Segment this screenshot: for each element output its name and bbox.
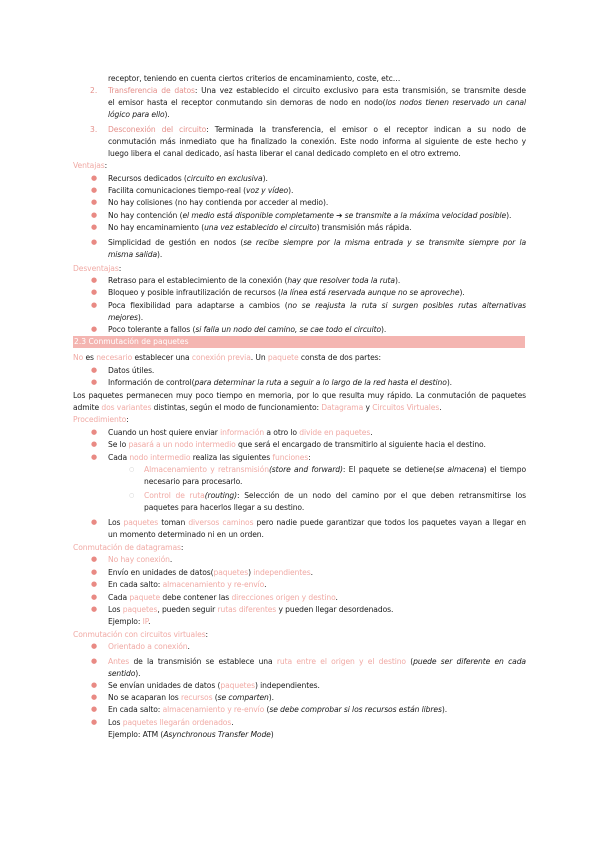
list-item: Cada paquete debe contener las direcciones origen y destino.	[108, 593, 338, 602]
paragraph-line2: admite dos variantes distintas, según el modo de funcionamiento: Datagrama y Circuitos Virtuales.	[73, 403, 442, 412]
bullet-icon: ●	[91, 718, 98, 726]
desventaja-item: Poco tolerante a fallos (si falla un nodo del camino, se cae todo el circuito).	[108, 325, 387, 334]
list-item-2: Transferencia de datos: Una vez establecido el circuito exclusivo para esta transmisión, se transmite desde	[108, 86, 526, 95]
list-item: En cada salto: almacenamiento y re-envío.	[108, 580, 267, 589]
bullet-icon: ●	[91, 238, 98, 246]
sub-list-item: Almacenamiento y retransmisión(store and forward): El paquete se detiene(se almacena) el tiempo	[144, 465, 526, 474]
list-item: Los paquetes toman diversos caminos pero nadie puede garantizar que todos los paquetes vayan a llegar en	[108, 518, 527, 527]
list-item: No se acaparan los recursos (se comparten).	[108, 693, 274, 702]
bullet-icon: ●	[91, 555, 98, 563]
arrow-right-icon: ➔	[336, 211, 343, 220]
bullet-icon: ●	[91, 593, 98, 601]
datagramas-heading: Conmutación de datagramas:	[73, 543, 184, 552]
list-item: Antes de la transmisión se establece una ruta entre el origen y el destino (puede ser diferente en cada	[108, 657, 526, 666]
list-item: En cada salto: almacenamiento y re-envío (se debe comprobar si los recursos están libres).	[108, 705, 448, 714]
bullet-icon: ●	[91, 301, 98, 309]
hollow-bullet-icon: ○	[129, 492, 135, 499]
bullet-icon: ●	[91, 198, 98, 206]
bullet-icon: ●	[91, 174, 98, 182]
example-line: Ejemplo: ATM (Asynchronous Transfer Mode)	[108, 730, 274, 739]
sub-list-item: Control de ruta(routing): Selección de un nodo del camino por el que deben retransmitirse los	[144, 491, 526, 500]
list-item: Cada nodo intermedio realiza las siguientes funciones:	[108, 453, 311, 462]
bullet-icon: ●	[91, 428, 98, 436]
list-item-3: Desconexión del circuito: Terminada la transferencia, el emisor o el receptor indican a su nodo de	[108, 125, 527, 134]
desventajas-heading: Desventajas:	[73, 264, 122, 273]
list-item-3-line2: conmutación más inmediato que ha finalizado la conexión. Este nodo informa al siguiente de este hecho y	[108, 137, 526, 146]
virtuales-heading: Conmutación con circuitos virtuales:	[73, 630, 209, 639]
bullet-icon: ●	[91, 518, 98, 526]
paragraph: No es necesario establecer una conexión previa. Un paquete consta de dos partes:	[73, 353, 381, 362]
desventaja-item-line2: mejores).	[108, 313, 144, 322]
bullet-icon: ●	[91, 211, 98, 219]
bullet-icon: ●	[91, 366, 98, 374]
bullet-icon: ●	[91, 186, 98, 194]
bullet-icon: ●	[91, 288, 98, 296]
example-line: Ejemplo: IP.	[108, 617, 151, 626]
bullet-icon: ●	[91, 642, 98, 650]
procedimiento-heading: Procedimiento:	[73, 415, 129, 424]
list-number-3: 3.	[90, 125, 98, 134]
sub-list-item-line2: paquetes para hacerlos llegar a su destino.	[144, 503, 305, 512]
desventaja-item: Retraso para el establecimiento de la conexión (hay que resolver toda la ruta).	[108, 276, 401, 285]
ventaja-item: Facilita comunicaciones tiempo-real (voz y vídeo).	[108, 186, 294, 195]
ventaja-item: No hay encaminamiento (una vez establecido el circuito) transmisión más rápida.	[108, 223, 412, 232]
bullet-icon: ●	[91, 657, 98, 665]
bullet-icon: ●	[91, 681, 98, 689]
bullet-icon: ●	[91, 440, 98, 448]
list-item: Los paquetes, pueden seguir rutas diferentes y pueden llegar desordenados.	[108, 605, 394, 614]
bullet-icon: ●	[91, 453, 98, 461]
list-item-1-continuation: receptor, teniendo en cuenta ciertos criterios de encaminamiento, coste, etc…	[108, 74, 401, 83]
bullet-icon: ●	[91, 580, 98, 588]
bullet-icon: ●	[91, 378, 98, 386]
desventaja-item: Bloqueo y posible infrautilización de recursos (la línea está reservada aunque no se aproveche).	[108, 288, 465, 297]
bullet-icon: ●	[91, 693, 98, 701]
list-number-2: 2.	[90, 86, 98, 95]
list-item-3-line3: luego libera el canal dedicado, así hasta liberar el canal dedicado completo en el otro extremo.	[108, 149, 461, 158]
desventaja-item: Poca flexibilidad para adaptarse a cambios (no se reajusta la ruta si surgen posibles rutas alternativas	[108, 301, 527, 310]
ventaja-item: No hay contención (el medio está disponible completamente ➔ se transmite a la máxima velocidad posible).	[108, 211, 512, 220]
bullet-icon: ●	[91, 605, 98, 613]
ventaja-item-line2: misma salida).	[108, 250, 163, 259]
list-item: Orientado a conexión.	[108, 642, 190, 651]
list-item-2-line3: lógico para ello).	[108, 110, 170, 119]
list-item: Se lo pasará a un nodo intermedio que será el encargado de transmitirlo al siguiente hacia el destino.	[108, 440, 486, 449]
list-item: Envío en unidades de datos(paquetes) independientes.	[108, 568, 313, 577]
list-item-line2: sentido).	[108, 669, 141, 678]
list-item: Datos útiles.	[108, 366, 155, 375]
bullet-icon: ●	[91, 568, 98, 576]
ventaja-item: Recursos dedicados (circuito en exclusiva).	[108, 174, 268, 183]
sub-list-item-line2: necesario para procesarlo.	[144, 477, 243, 486]
ventaja-item: No hay colisiones (no hay contienda por acceder al medio).	[108, 198, 329, 207]
section-heading-band	[73, 336, 525, 348]
bullet-icon: ●	[91, 705, 98, 713]
list-item-line2: un momento determinado ni en un orden.	[108, 530, 264, 539]
hollow-bullet-icon: ○	[129, 466, 135, 473]
section-heading: 2.3 Conmutación de paquetes	[74, 337, 189, 346]
list-item: Se envían unidades de datos (paquetes) independientes.	[108, 681, 320, 690]
list-item: No hay conexión.	[108, 555, 173, 564]
paragraph: Los paquetes permanecen muy poco tiempo en memoria, por lo que resulta muy rápido. La conmutación de paquetes	[73, 391, 526, 400]
bullet-icon: ●	[91, 325, 98, 333]
list-item: Cuando un host quiere enviar información a otro lo divide en paquetes.	[108, 428, 373, 437]
bullet-icon: ●	[91, 223, 98, 231]
list-item: Los paquetes llegarán ordenados.	[108, 718, 234, 727]
ventaja-item: Simplicidad de gestión en nodos (se recibe siempre por la misma entrada y se transmite siempre por la	[108, 238, 527, 247]
list-item: Información de control(para determinar la ruta a seguir a lo largo de la red hasta el destino).	[108, 378, 452, 387]
bullet-icon: ●	[91, 276, 98, 284]
ventajas-heading: Ventajas:	[73, 161, 108, 170]
list-item-2-line2: el emisor hasta el receptor conmutando sin demoras de nodo en nodo(los nodos tienen reservado un canal	[108, 98, 526, 107]
